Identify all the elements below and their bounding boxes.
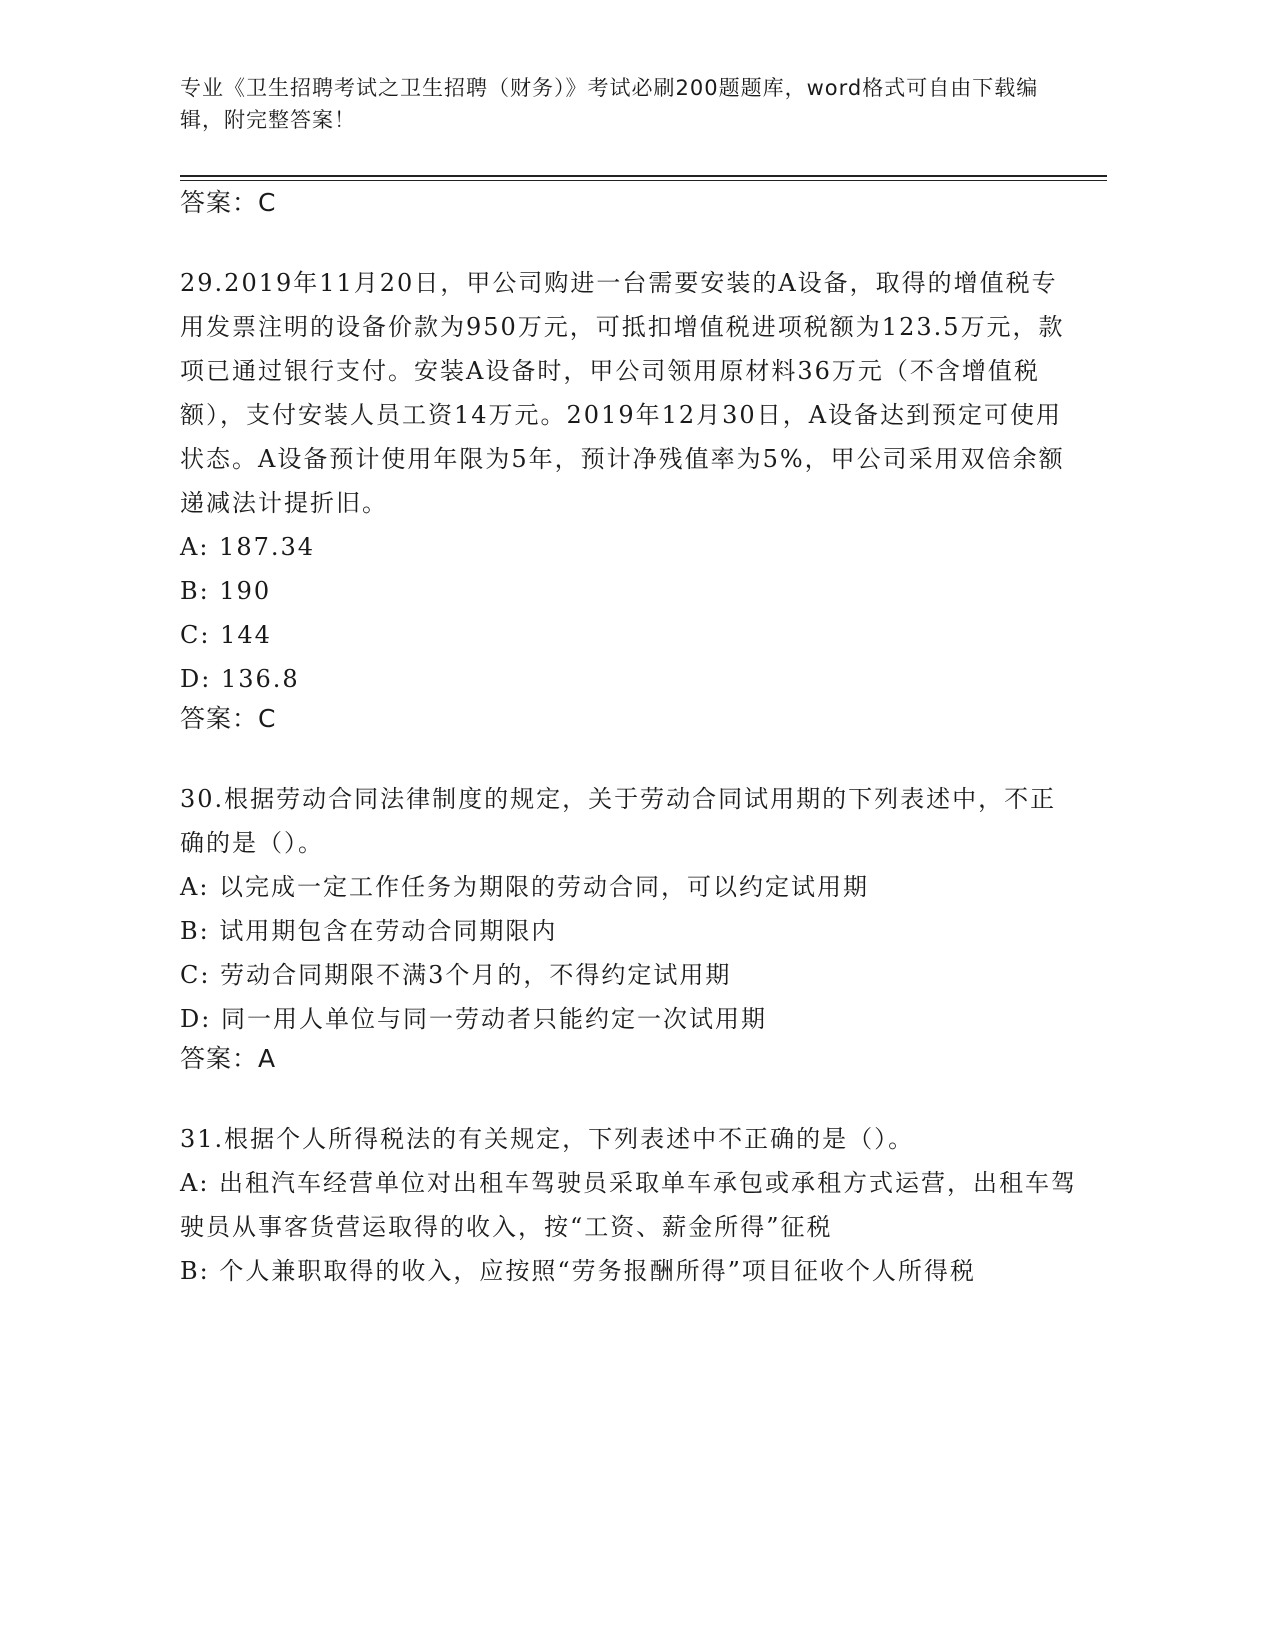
question-text: 29.2019年11月20日，甲公司购进一台需要安装的A设备，取得的增值税专用发票注明的设备价款为950万元，可抵扣增值税进项税额为123.5万元，款项已通过银行支付。安装A设备时，甲公司领用原材料36万元（不含增值税额），支付安装人员工资14万元。2019年12月30日，A设备达到预定可使用状态。A设备预计使用年限为5年，预计净残值率为5%，甲公司采用双倍余额递减法计提折旧。 bbox=[180, 269, 1065, 517]
option-d: D: 136.8 bbox=[180, 665, 300, 693]
header-divider-thin bbox=[180, 180, 1107, 181]
answer: 答案：A bbox=[180, 1044, 277, 1073]
option-b: B: 个人兼职取得的收入，应按照“劳务报酬所得”项目征收个人所得税 bbox=[180, 1257, 976, 1285]
question-content bbox=[180, 185, 1080, 1293]
question-29 bbox=[180, 261, 1080, 737]
header-divider-thick bbox=[180, 175, 1107, 177]
option-a: A: 以完成一定工作任务为期限的劳动合同，可以约定试用期 bbox=[180, 873, 870, 901]
answer: 答案：C bbox=[180, 704, 277, 733]
option-d: D: 同一用人单位与同一劳动者只能约定一次试用期 bbox=[180, 1005, 767, 1033]
option-c: C: 劳动合同期限不满3个月的，不得约定试用期 bbox=[180, 961, 732, 989]
question-text: 31.根据个人所得税法的有关规定，下列表述中不正确的是（）。 bbox=[180, 1125, 915, 1153]
previous-answer: 答案：C bbox=[180, 188, 277, 217]
option-a: A: 187.34 bbox=[180, 533, 316, 561]
option-b: B: 试用期包含在劳动合同期限内 bbox=[180, 917, 558, 945]
question-text: 30.根据劳动合同法律制度的规定，关于劳动合同试用期的下列表述中，不正确的是（）。 bbox=[180, 785, 1057, 857]
question-31 bbox=[180, 1117, 1080, 1293]
option-c: C: 144 bbox=[180, 621, 272, 649]
option-b: B: 190 bbox=[180, 577, 272, 605]
option-a: A: 出租汽车经营单位对出租车驾驶员采取单车承包或承租方式运营，出租车驾驶员从事客货营运取得的收入，按“工资、薪金所得”征税 bbox=[180, 1169, 1078, 1241]
document-header: 专业《卫生招聘考试之卫生招聘（财务）》考试必刷200题题库，word格式可自由下载编辑，附完整答案！ bbox=[180, 76, 1039, 132]
question-30 bbox=[180, 777, 1080, 1077]
